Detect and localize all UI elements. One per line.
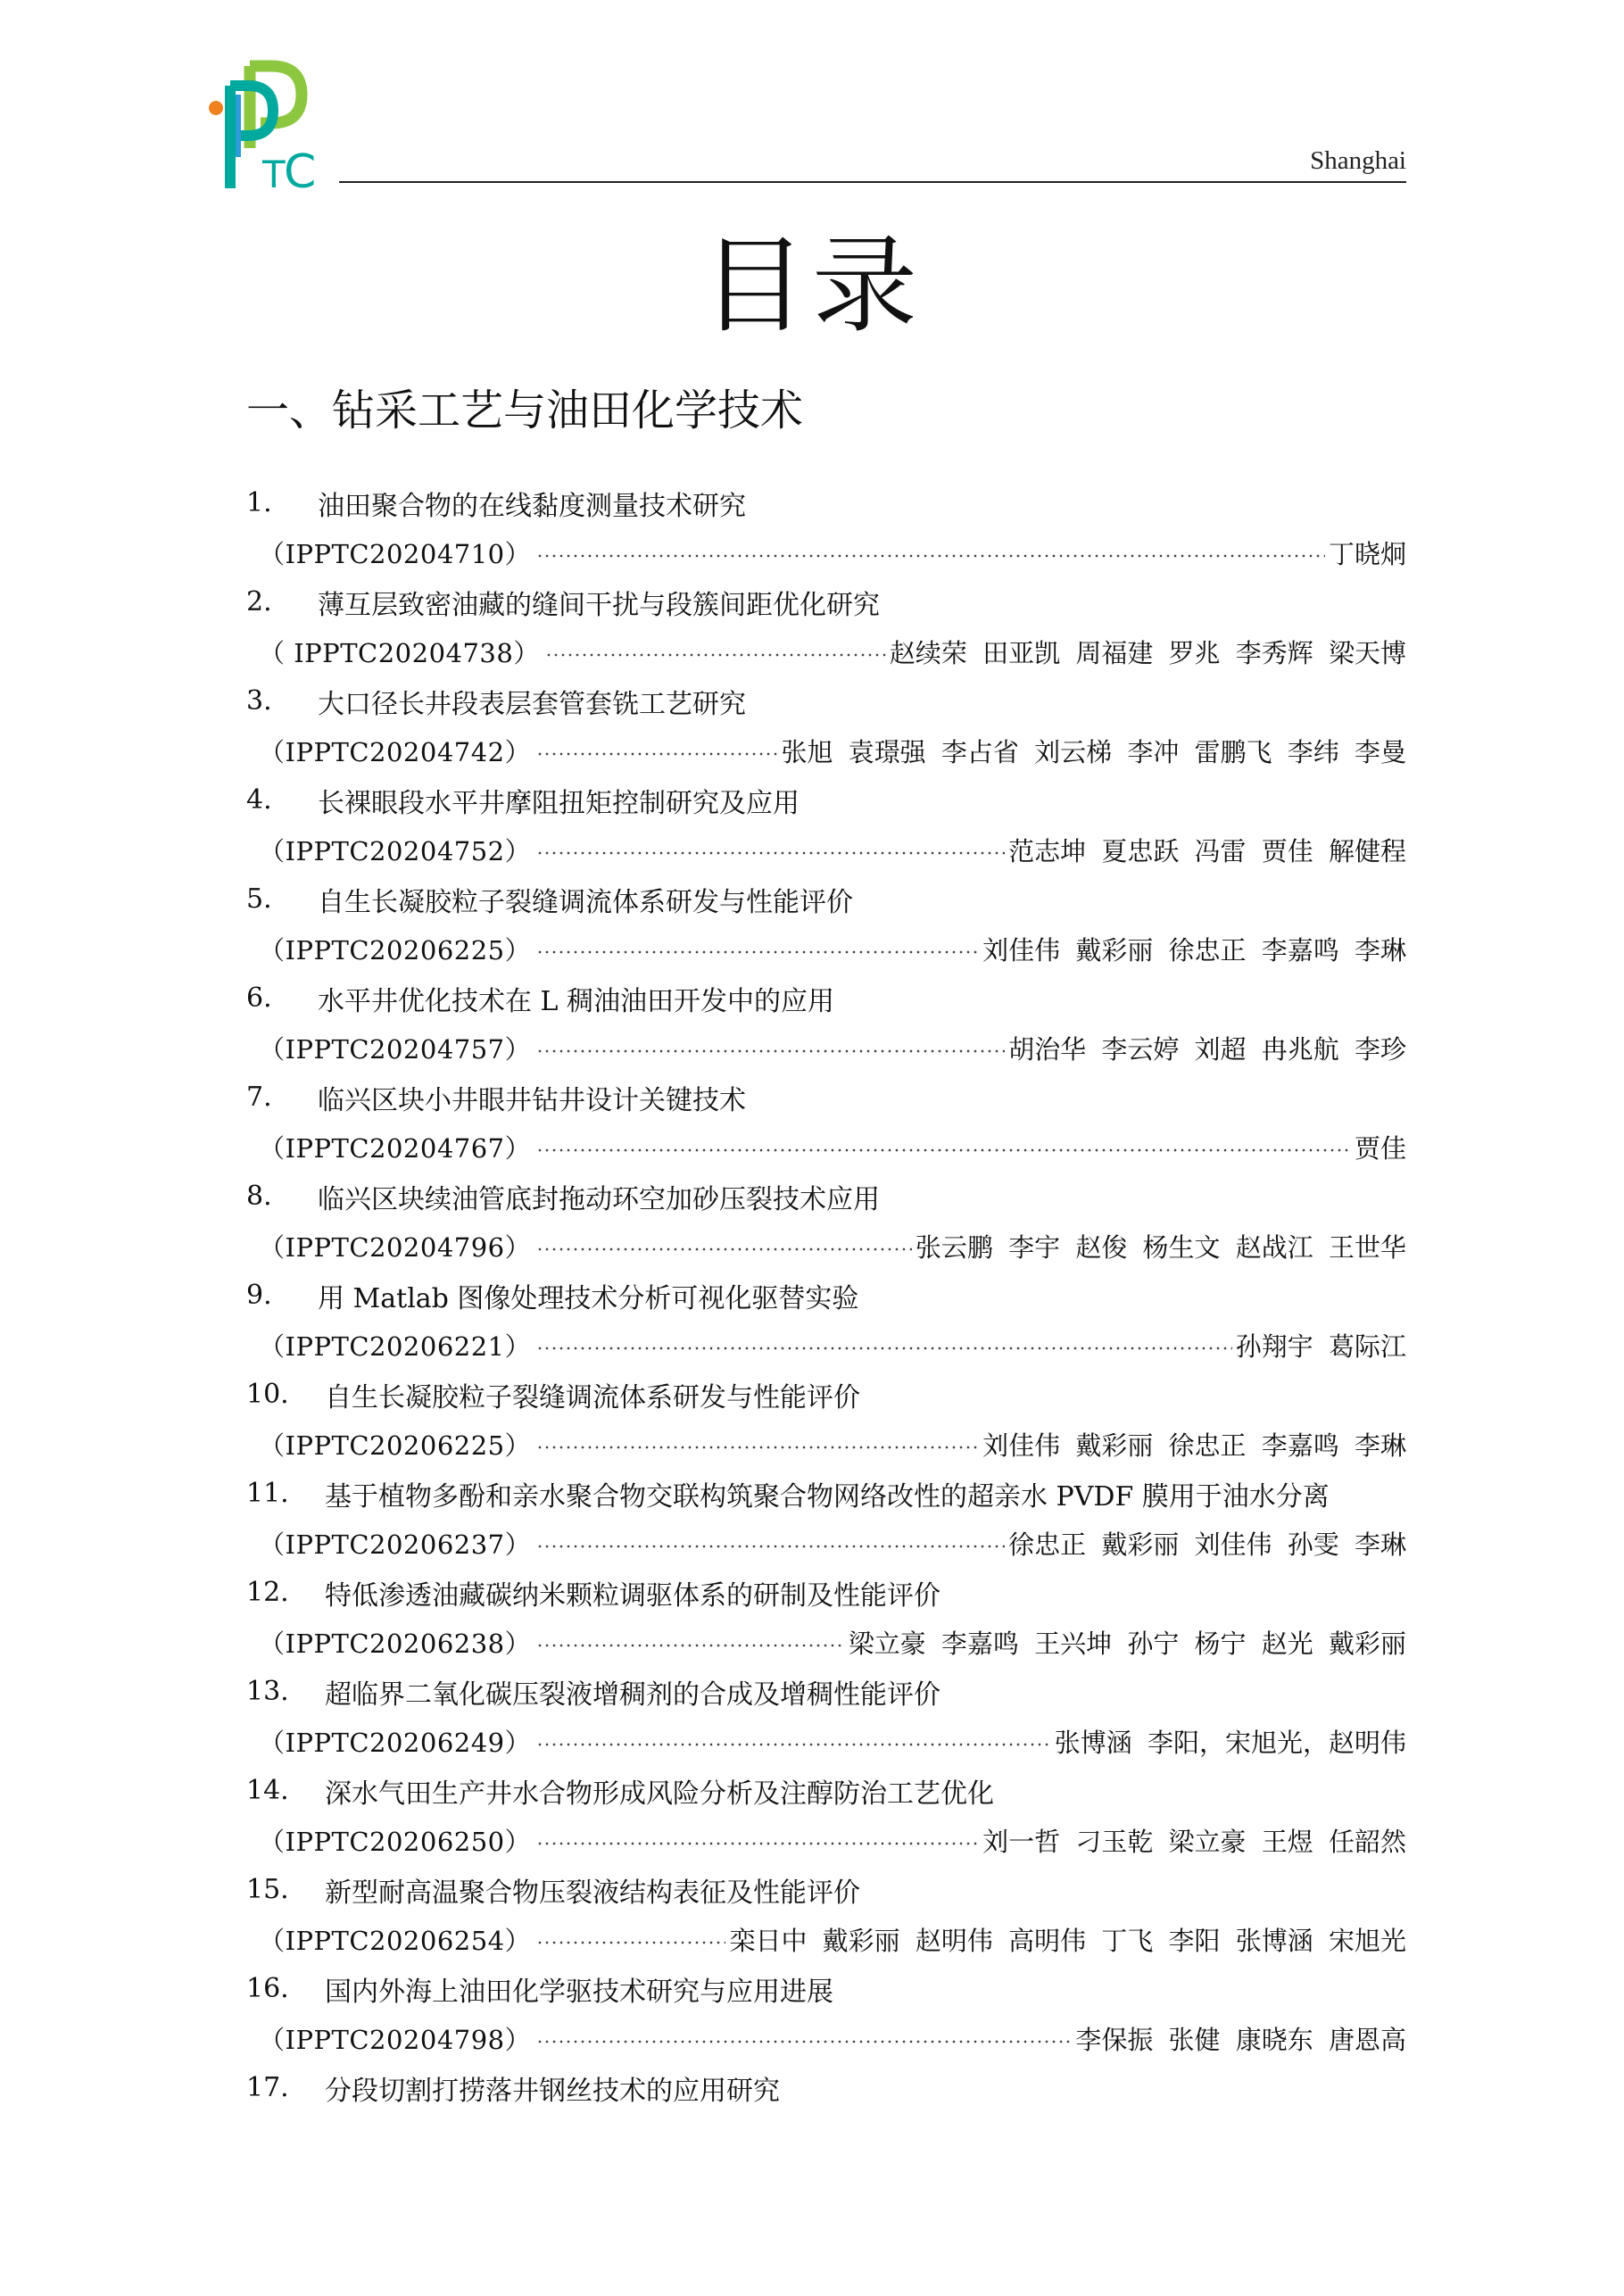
toc-entry[interactable]	[246, 1865, 1406, 1964]
toc-entry-code: （IPPTC20204767）	[259, 1132, 532, 1164]
toc-entry-number: 12.	[246, 1577, 289, 1608]
toc-entry-title-line	[246, 1667, 1406, 1716]
toc-entry-code: （IPPTC20206237）	[259, 1529, 532, 1560]
toc-entry[interactable]	[246, 1172, 1406, 1271]
toc-entry-title-line	[246, 1370, 1406, 1419]
toc-entry-code: （IPPTC20206225）	[259, 934, 532, 966]
toc-entry-title-line	[246, 1073, 1406, 1122]
toc-entry[interactable]	[246, 1766, 1406, 1865]
toc-entry-authors: 刘佳伟 戴彩丽 徐忠正 李嘉鸣 李琳	[982, 1430, 1406, 1461]
toc-entry-title-line	[246, 1271, 1406, 1320]
toc-leader-dots	[536, 950, 979, 954]
toc-entry-code: （IPPTC20206238）	[259, 1628, 532, 1659]
toc-entry-title-line	[246, 775, 1406, 825]
toc-entry-authors: 贾佳	[1354, 1132, 1406, 1164]
toc-leader-dots	[536, 1347, 1232, 1350]
toc-entry-title-line	[246, 1469, 1406, 1518]
toc-entry[interactable]	[246, 676, 1406, 775]
toc-entry-code-line	[246, 725, 1406, 775]
toc-entry-title: 自生长凝胶粒子裂缝调流体系研发与性能评价	[325, 1381, 860, 1413]
toc-entry-title-line	[246, 874, 1406, 924]
toc-entry-title-line	[246, 676, 1406, 725]
toc-leader-dots	[536, 1941, 725, 1944]
toc-entry-code: （IPPTC20206249）	[259, 1727, 532, 1758]
toc-entry-authors: 刘佳伟 戴彩丽 徐忠正 李嘉鸣 李琳	[982, 934, 1406, 966]
toc-entry[interactable]	[246, 1568, 1406, 1667]
toc-entry-number: 7.	[246, 1082, 272, 1113]
toc-entry[interactable]	[246, 1370, 1406, 1469]
toc-entry-code-line	[246, 2013, 1406, 2063]
toc-entry-number: 4.	[246, 784, 272, 816]
toc-entry-number: 17.	[246, 2072, 289, 2103]
toc-entry-title: 超临界二氧化碳压裂液增稠剂的合成及增稠性能评价	[325, 1678, 940, 1711]
toc-entry-code: （IPPTC20206221）	[259, 1330, 532, 1362]
toc-entry-title: 大口径长井段表层套管套铣工艺研究	[318, 688, 746, 720]
toc-entry-number: 5.	[246, 883, 272, 915]
toc-entry-number: 8.	[246, 1181, 272, 1212]
toc-leader-dots	[536, 851, 1005, 855]
toc-leader-dots	[536, 1247, 912, 1251]
toc-entry-code-line	[246, 825, 1406, 874]
toc-entry-code-line	[246, 1914, 1406, 1964]
toc-leader-dots	[536, 1446, 979, 1449]
toc-entry-code: （IPPTC20204798）	[259, 2024, 532, 2055]
toc-entry-authors: 胡治华 李云婷 刘超 冉兆航 李珍	[1008, 1033, 1406, 1065]
toc-entry-title: 薄互层致密油藏的缝间干扰与段簇间距优化研究	[318, 589, 880, 621]
toc-entry-code-line	[246, 1419, 1406, 1469]
toc-entry-code: （IPPTC20206225）	[259, 1430, 532, 1461]
toc-entry-code-line	[246, 1122, 1406, 1172]
toc-entry[interactable]	[246, 874, 1406, 974]
toc-entry-code: （IPPTC20204796）	[259, 1231, 532, 1263]
toc-entry-title-line	[246, 1172, 1406, 1221]
toc-entry-code: （ IPPTC20204738）	[259, 637, 540, 668]
toc-entry-title: 国内外海上油田化学驱技术研究与应用进展	[325, 1976, 833, 2008]
toc-entry-title-line	[246, 2063, 1406, 2112]
toc-entry-authors: 范志坤 夏忠跃 冯雷 贾佳 解健程	[1008, 835, 1406, 866]
toc-entry-code-line	[246, 1716, 1406, 1766]
toc-leader-dots	[536, 1743, 1051, 1746]
table-of-contents	[246, 478, 1406, 2162]
toc-entry-number: 13.	[246, 1676, 289, 1707]
toc-leader-dots	[536, 1148, 1351, 1152]
toc-entry[interactable]	[246, 478, 1406, 577]
toc-leader-dots	[545, 653, 886, 657]
toc-leader-dots	[536, 2040, 1072, 2043]
logo-letter-c: C	[284, 145, 317, 191]
toc-entry-title-line	[246, 1568, 1406, 1617]
toc-entry-code: （IPPTC20204710）	[259, 538, 532, 569]
toc-entry-code: （IPPTC20206254）	[259, 1925, 532, 1956]
toc-entry-number: 3.	[246, 685, 272, 717]
toc-entry-code-line	[246, 527, 1406, 577]
toc-entry-title: 深水气田生产井水合物形成风险分析及注醇防治工艺优化	[325, 1778, 994, 1810]
toc-entry-title: 特低渗透油藏碳纳米颗粒调驱体系的研制及性能评价	[325, 1579, 940, 1612]
toc-entry-number: 2.	[246, 586, 272, 618]
header-divider	[339, 181, 1406, 183]
toc-entry-title: 油田聚合物的在线黏度测量技术研究	[318, 490, 746, 522]
toc-entry-code: （IPPTC20206250）	[259, 1826, 532, 1857]
toc-entry-title-line	[246, 974, 1406, 1023]
toc-entry-number: 6.	[246, 982, 272, 1014]
toc-entry[interactable]	[246, 974, 1406, 1073]
toc-entry[interactable]	[246, 577, 1406, 676]
toc-entry-title-line	[246, 1865, 1406, 1914]
toc-entry-authors: 刘一哲 刁玉乾 梁立豪 王煜 任韶然	[982, 1826, 1406, 1857]
toc-entry-authors: 张旭 袁璟强 李占省 刘云梯 李冲 雷鹏飞 李纬 李曼	[781, 736, 1406, 767]
toc-entry-code: （IPPTC20204752）	[259, 835, 532, 866]
toc-leader-dots	[536, 1545, 1005, 1548]
toc-entry-code-line	[246, 1617, 1406, 1667]
toc-entry-title-line	[246, 1766, 1406, 1815]
toc-entry[interactable]	[246, 1271, 1406, 1370]
toc-entry-authors: 张云鹏 李宇 赵俊 杨生文 赵战江 王世华	[915, 1231, 1406, 1263]
toc-entry[interactable]	[246, 1469, 1406, 1568]
toc-entry[interactable]	[246, 1073, 1406, 1172]
toc-entry-authors: 徐忠正 戴彩丽 刘佳伟 孙雯 李琳	[1008, 1529, 1406, 1560]
toc-entry-title: 水平井优化技术在 L 稠油油田开发中的应用	[318, 985, 834, 1017]
toc-entry[interactable]	[246, 775, 1406, 874]
toc-entry-title: 自生长凝胶粒子裂缝调流体系研发与性能评价	[318, 886, 853, 918]
toc-entry-number: 11.	[246, 1478, 289, 1509]
toc-entry-code-line	[246, 1221, 1406, 1271]
toc-entry[interactable]	[246, 2063, 1406, 2162]
toc-entry-number: 14.	[246, 1775, 289, 1806]
toc-leader-dots	[536, 752, 777, 756]
toc-entry-title-line	[246, 577, 1406, 626]
toc-entry-number: 15.	[246, 1874, 289, 1905]
toc-entry-authors: 赵续荣 田亚凯 周福建 罗兆 李秀辉 梁天博	[889, 637, 1406, 668]
toc-entry-code-line	[246, 1320, 1406, 1370]
toc-entry-title: 长裸眼段水平井摩阻扭矩控制研究及应用	[318, 787, 800, 819]
toc-leader-dots	[536, 1842, 979, 1845]
toc-entry-authors: 张博涵 李阳，宋旭光，赵明伟	[1054, 1727, 1406, 1758]
toc-entry-title-line	[246, 1964, 1406, 2013]
toc-entry-authors: 栾日中 戴彩丽 赵明伟 高明伟 丁飞 李阳 张博涵 宋旭光	[729, 1925, 1406, 1956]
toc-leader-dots	[536, 1644, 845, 1647]
logo-letter-t: T	[262, 153, 286, 191]
toc-entry-code: （IPPTC20204742）	[259, 736, 532, 767]
toc-entry-code-line	[246, 1815, 1406, 1865]
section-heading: 一、钻采工艺与油田化学技术	[246, 385, 804, 435]
toc-leader-dots	[536, 1049, 1005, 1053]
toc-entry-code-line	[246, 1023, 1406, 1073]
page-title: 目录	[700, 224, 923, 347]
toc-leader-dots	[536, 554, 1325, 558]
toc-entry[interactable]	[246, 1667, 1406, 1766]
toc-entry-title-line	[246, 478, 1406, 527]
toc-entry-code-line	[246, 1518, 1406, 1568]
toc-entry[interactable]	[246, 1964, 1406, 2063]
toc-entry-authors: 李保振 张健 康晓东 唐恩高	[1075, 2024, 1406, 2055]
toc-entry-title: 临兴区块续油管底封拖动环空加砂压裂技术应用	[318, 1183, 880, 1215]
toc-entry-title: 用 Matlab 图像处理技术分析可视化驱替实验	[318, 1282, 859, 1314]
toc-entry-title: 基于植物多酚和亲水聚合物交联构筑聚合物网络改性的超亲水 PVDF 膜用于油水分离	[325, 1480, 1330, 1513]
toc-entry-code-line	[246, 924, 1406, 974]
toc-entry-code-line	[246, 626, 1406, 676]
header-city: Shanghai	[1310, 146, 1406, 175]
toc-entry-code: （IPPTC20204757）	[259, 1033, 532, 1065]
toc-entry-title: 临兴区块小井眼井钻井设计关键技术	[318, 1084, 746, 1116]
toc-entry-authors: 丁晓炯	[1328, 538, 1406, 569]
toc-entry-title: 新型耐高温聚合物压裂液结构表征及性能评价	[325, 1877, 860, 1909]
toc-entry-number: 16.	[246, 1973, 289, 2004]
toc-entry-number: 1.	[246, 487, 272, 518]
toc-entry-number: 10.	[246, 1379, 289, 1410]
toc-entry-authors: 梁立豪 李嘉鸣 王兴坤 孙宁 杨宁 赵光 戴彩丽	[848, 1628, 1406, 1659]
ipptc-logo	[209, 59, 327, 191]
logo-orange-dot	[209, 101, 223, 115]
toc-entry-authors: 孙翔宇 葛际江	[1235, 1330, 1406, 1362]
toc-entry-title: 分段切割打捞落井钢丝技术的应用研究	[325, 2075, 780, 2107]
toc-entry-number: 9.	[246, 1280, 272, 1311]
